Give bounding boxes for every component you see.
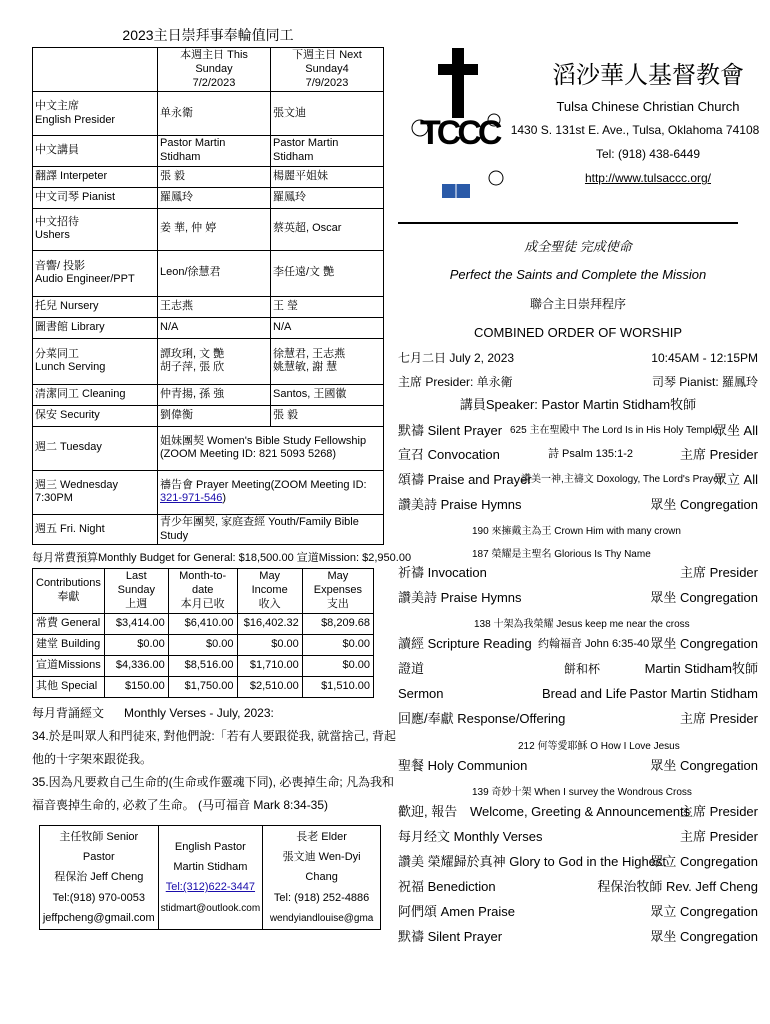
budget-line: 每月常費預算Monthly Budget for General: $18,500.00 宣道Mission: $2,950.00 bbox=[32, 552, 412, 565]
next-sunday: 張 毅 bbox=[271, 405, 384, 426]
header-en: Last Sunday bbox=[117, 570, 155, 596]
item-name: 讀經 Scripture Reading bbox=[398, 636, 532, 651]
next-sunday: 王 瑩 bbox=[271, 296, 384, 317]
item-who: 主席 Presider bbox=[679, 447, 758, 462]
service-time: 10:45AM - 12:15PM bbox=[651, 351, 758, 365]
role: 中文講員 bbox=[33, 136, 158, 167]
wednesday-close: ) bbox=[222, 492, 227, 505]
order-item bbox=[398, 805, 758, 818]
this-sunday: 姜 華, 仲 婷 bbox=[158, 208, 271, 250]
order-item bbox=[398, 687, 758, 700]
header-en: Contributions bbox=[36, 577, 101, 590]
order-title-en: COMBINED ORDER OF WORSHIP bbox=[473, 325, 682, 340]
contact-title: 長老 Elder bbox=[296, 830, 347, 843]
wednesday-label: 週三 Wednesday 7:30PM bbox=[33, 470, 158, 514]
next-sunday: 李任遠/文 艷 bbox=[271, 250, 384, 296]
schedule-row bbox=[33, 405, 384, 426]
header-divider bbox=[398, 222, 738, 224]
tuesday-zoom: (ZOOM Meeting ID: 821 5093 5268) bbox=[160, 448, 337, 461]
contact-tel-link[interactable]: Tel:(312)622-3447 bbox=[165, 881, 256, 894]
friday-text: 青少年團契, 家庭查經 Youth/Family Bible Study bbox=[158, 514, 384, 545]
expenses: $1,510.00 bbox=[302, 676, 373, 697]
schedule-row bbox=[33, 208, 384, 250]
order-item bbox=[398, 662, 758, 675]
item-detail: 讚美一神,主禱文 Doxology, The Lord's Prayer bbox=[521, 474, 723, 485]
role: 音響/ 投影 bbox=[35, 259, 86, 272]
item-who: Pastor Martin Stidham bbox=[629, 686, 758, 701]
role2: Audio Engineer/PPT bbox=[35, 273, 135, 286]
fund-name: 其他 Special bbox=[33, 676, 105, 697]
order-item bbox=[398, 637, 758, 650]
schedule-row bbox=[33, 136, 384, 167]
church-logo bbox=[408, 48, 508, 208]
tuesday-row bbox=[33, 426, 384, 470]
month-to-date: $1,750.00 bbox=[168, 676, 237, 697]
contact-email: jeffpcheng@gmail.com bbox=[42, 911, 155, 924]
item-name: 歡迎, 報告 bbox=[398, 804, 458, 819]
motto-cn: 成全聖徒 完成使命 bbox=[524, 239, 632, 254]
contact-name: 張文迪 Wen-Dyi Chang bbox=[282, 850, 361, 884]
next-sunday-2: 姚慧敏, 謝 慧 bbox=[273, 361, 338, 374]
header-en: May Income bbox=[251, 570, 288, 596]
item-name: 祝福 Benediction bbox=[398, 879, 496, 894]
schedule-row bbox=[33, 296, 384, 317]
contact-name: Martin Stidham bbox=[173, 861, 248, 874]
schedule-title: 2023主日崇拜事奉輪值同工 bbox=[122, 27, 294, 43]
next-sunday: 羅鳳玲 bbox=[271, 187, 384, 208]
item-who: 眾立 All bbox=[713, 472, 758, 487]
wednesday-text: 禱告會 Prayer Meeting(ZOOM Meeting ID: bbox=[160, 478, 367, 491]
col-this-date: 7/2/2023 bbox=[192, 76, 236, 89]
schedule-row bbox=[33, 384, 384, 405]
this-sunday: 劉偉衡 bbox=[158, 405, 271, 426]
order-item bbox=[398, 830, 758, 843]
contacts-row bbox=[40, 825, 381, 930]
item-detail: 餅和杯 bbox=[564, 662, 601, 676]
schedule-row bbox=[33, 187, 384, 208]
item-who: 主席 Presider bbox=[679, 829, 758, 844]
item-detail: 詩 Psalm 135:1-2 bbox=[548, 448, 633, 460]
presider: 主席 Presider: 单永衛 bbox=[398, 375, 513, 389]
month-to-date: $8,516.00 bbox=[168, 655, 237, 676]
contact-email: wendyiandlouise@gma bbox=[269, 912, 374, 924]
friday-label: 週五 Fri. Night bbox=[33, 514, 158, 545]
this-sunday: Pastor Martin Stidham bbox=[158, 136, 271, 167]
contact-email: stidmart@outlook.com bbox=[160, 902, 261, 914]
last-sunday: $4,336.00 bbox=[104, 655, 168, 676]
this-sunday: Leon/徐慧君 bbox=[158, 250, 271, 296]
header-cn: 收入 bbox=[258, 597, 281, 610]
item-name: 證道 bbox=[398, 661, 425, 676]
item-name: 讚美 榮耀歸於真神 Glory to God in the Highest bbox=[398, 854, 667, 869]
order-item bbox=[398, 424, 758, 437]
verses-heading: 每月背誦經文 Monthly Verses - July, 2023: bbox=[32, 705, 274, 720]
col-next-label: 下週主日 Next Sunday4 bbox=[292, 49, 362, 75]
friday-row bbox=[33, 514, 384, 545]
this-sunday: 单永衛 bbox=[158, 92, 271, 136]
item-name: 默禱 Silent Prayer bbox=[398, 423, 503, 438]
wednesday-phone-link[interactable]: 321-971-546 bbox=[160, 492, 223, 505]
next-sunday: Pastor Martin Stidham bbox=[271, 136, 384, 167]
church-tel: Tel: (918) 438-6449 bbox=[595, 147, 701, 161]
header-en: May Expenses bbox=[313, 570, 363, 596]
item-who: 眾坐 Congregation bbox=[650, 636, 758, 651]
finance-row bbox=[33, 655, 374, 676]
speaker: 講員Speaker: Pastor Martin Stidham牧師 bbox=[459, 397, 697, 412]
role: 圖書館 Library bbox=[33, 317, 158, 338]
month-to-date: $6,410.00 bbox=[168, 613, 237, 634]
hymn-190: 190 來擁戴主為王 Crown Him with many crown bbox=[472, 526, 681, 537]
schedule-row bbox=[33, 166, 384, 187]
next-sunday: 楊麗平姐妹 bbox=[271, 166, 384, 187]
col-this-label: 本週主日 This Sunday bbox=[180, 49, 248, 75]
presider-row bbox=[398, 376, 758, 388]
logo-letters: TCCC bbox=[420, 114, 499, 152]
item-name: Sermon bbox=[398, 686, 444, 701]
schedule-row bbox=[33, 317, 384, 338]
item-detail: 625 主在聖殿中 The Lord Is in His Holy Temple bbox=[510, 425, 719, 436]
item-who: 眾坐 Congregation bbox=[650, 590, 758, 605]
header-cn: 支出 bbox=[326, 597, 349, 610]
next-sunday: N/A bbox=[271, 317, 384, 338]
role2: English Presider bbox=[35, 113, 116, 126]
fund-name: 宣道Missions bbox=[33, 655, 105, 676]
schedule-header bbox=[33, 48, 384, 92]
contact-elder bbox=[263, 825, 381, 930]
last-sunday: $150.00 bbox=[104, 676, 168, 697]
income: $0.00 bbox=[237, 634, 302, 655]
expenses: $0.00 bbox=[302, 655, 373, 676]
contacts-table bbox=[39, 825, 381, 931]
order-item bbox=[398, 880, 758, 893]
role2: Lunch Serving bbox=[35, 361, 106, 374]
role: 分菜同工 bbox=[35, 347, 79, 360]
role: 翻譯 Interpeter bbox=[33, 166, 158, 187]
wednesday-row bbox=[33, 470, 384, 514]
hymn-187: 187 榮耀是主聖名 Glorious Is Thy Name bbox=[472, 549, 651, 560]
expenses: $0.00 bbox=[302, 634, 373, 655]
role: 中文招待 bbox=[35, 215, 79, 228]
contact-tel: Tel:(918) 970-0053 bbox=[52, 891, 145, 904]
role: 托兒 Nursery bbox=[33, 296, 158, 317]
service-date-row bbox=[398, 352, 758, 364]
order-item bbox=[398, 905, 758, 918]
contact-name: 程保治 Jeff Cheng bbox=[54, 871, 144, 884]
role: 中文司琴 Pianist bbox=[33, 187, 158, 208]
item-name: 祈禱 Invocation bbox=[398, 565, 487, 580]
church-name-cn: 滔沙華人基督教會 bbox=[552, 62, 744, 89]
finance-table bbox=[32, 568, 374, 697]
monthly-verses bbox=[32, 702, 397, 817]
schedule-row bbox=[33, 92, 384, 136]
tuesday-label: 週二 Tuesday bbox=[33, 426, 158, 470]
verse-35-line2: 福音喪掉生命的, 必救了生命。 (马可福音 Mark 8:34-35) bbox=[32, 797, 329, 812]
item-name: 默禱 Silent Prayer bbox=[398, 929, 503, 944]
item-who: 眾坐 Congregation bbox=[650, 758, 758, 773]
item-who: 主席 Presider bbox=[679, 804, 758, 819]
next-sunday: 張文迪 bbox=[271, 92, 384, 136]
role: 保安 Security bbox=[33, 405, 158, 426]
item-who: 眾立 Congregation bbox=[650, 904, 758, 919]
church-address: 1430 S. 131st E. Ave., Tulsa, Oklahoma 74108 bbox=[510, 123, 760, 137]
hymn-139: 139 奇妙十架 When I survey the Wondrous Cross bbox=[472, 787, 692, 798]
order-item bbox=[398, 566, 758, 579]
header-cn: 上週 bbox=[125, 597, 148, 610]
hymn-212: 212 何等愛耶穌 O How I Love Jesus bbox=[518, 741, 680, 752]
this-sunday: 譚玫琍, 文 艷 bbox=[160, 347, 225, 360]
this-sunday: 王志燕 bbox=[158, 296, 271, 317]
contact-senior-pastor bbox=[40, 825, 159, 930]
schedule-table bbox=[32, 47, 384, 545]
last-sunday: $0.00 bbox=[104, 634, 168, 655]
item-name: 頌禱 Praise and Prayer bbox=[398, 472, 532, 487]
income: $16,402.32 bbox=[237, 613, 302, 634]
this-sunday: 羅鳳玲 bbox=[158, 187, 271, 208]
last-sunday: $3,414.00 bbox=[104, 613, 168, 634]
col-next-date: 7/9/2023 bbox=[305, 76, 349, 89]
church-url-link[interactable]: http://www.tulsaccc.org/ bbox=[584, 171, 712, 185]
next-sunday: 徐慧君, 王志燕 bbox=[273, 347, 346, 360]
schedule-row bbox=[33, 338, 384, 384]
item-detail: Bread and Life bbox=[542, 686, 627, 701]
fund-name: 建堂 Building bbox=[33, 634, 105, 655]
finance-header bbox=[33, 569, 374, 613]
verse-34-line1: 34.於是叫眾人和門徒來, 對他們說:「若有人要跟從我, 就當捨己, 背起 bbox=[32, 728, 397, 743]
church-name-en: Tulsa Chinese Christian Church bbox=[556, 99, 740, 114]
this-sunday: 張 毅 bbox=[158, 166, 271, 187]
order-item bbox=[398, 930, 758, 943]
item-who: 程保治牧師 Rev. Jeff Cheng bbox=[597, 879, 758, 894]
verse-35-line1: 35.因為凡要救自己生命的(生命或作靈魂下同), 必喪掉生命; 凡為我和 bbox=[32, 774, 395, 789]
hymn-138: 138 十架為我榮耀 Jesus keep me near the cross bbox=[474, 619, 690, 630]
item-name: 讚美詩 Praise Hymns bbox=[398, 497, 522, 512]
item-detail: Welcome, Greeting & Announcements bbox=[470, 804, 691, 819]
item-who: 主席 Presider bbox=[679, 565, 758, 580]
contact-title: English Pastor bbox=[174, 840, 246, 853]
header-cn: 奉獻 bbox=[57, 590, 80, 603]
item-who: 主席 Presider bbox=[679, 711, 758, 726]
item-name: 每月经文 Monthly Verses bbox=[398, 829, 543, 844]
verse-34-line2: 他的十字架來跟從我。 bbox=[32, 751, 153, 766]
tuesday-text: 姐妹團契 Women's Bible Study Fellowship bbox=[160, 434, 367, 447]
motto-en: Perfect the Saints and Complete the Mission bbox=[449, 267, 707, 282]
item-name: 阿們頌 Amen Praise bbox=[398, 904, 516, 919]
item-name: 宣召 Convocation bbox=[398, 447, 500, 462]
role: 清潔同工 Cleaning bbox=[33, 384, 158, 405]
item-detail: 约翰福音 John 6:35-40 bbox=[538, 638, 650, 650]
this-sunday: 仲青揚, 孫 強 bbox=[158, 384, 271, 405]
order-item bbox=[398, 473, 758, 486]
month-to-date: $0.00 bbox=[168, 634, 237, 655]
schedule-row bbox=[33, 250, 384, 296]
this-sunday-2: 胡子萍, 張 欣 bbox=[160, 361, 225, 374]
contact-english-pastor bbox=[158, 825, 263, 930]
item-who: Martin Stidham牧師 bbox=[644, 661, 758, 676]
item-name: 聖餐 Holy Communion bbox=[398, 758, 528, 773]
order-item bbox=[398, 759, 758, 772]
item-name: 回應/奉獻 Response/Offering bbox=[398, 711, 566, 726]
item-who: 眾坐 All bbox=[713, 423, 758, 438]
next-sunday: 蔡英超, Oscar bbox=[271, 208, 384, 250]
order-item bbox=[398, 712, 758, 725]
contact-tel: Tel: (918) 252-4886 bbox=[273, 891, 370, 904]
income: $2,510.00 bbox=[237, 676, 302, 697]
pianist: 司琴 Pianist: 羅鳳玲 bbox=[651, 375, 758, 389]
speaker-row bbox=[398, 398, 758, 411]
finance-row bbox=[33, 634, 374, 655]
next-sunday: Santos, 王國徽 bbox=[271, 384, 384, 405]
role2: Ushers bbox=[35, 229, 70, 242]
contact-title: 主任牧師 Senior Pastor bbox=[59, 830, 139, 863]
order-item bbox=[398, 448, 758, 461]
role: 中文主席 bbox=[35, 100, 79, 112]
header-cn: 本月已收 bbox=[180, 597, 225, 610]
finance-row bbox=[33, 676, 374, 697]
item-who: 眾坐 Congregation bbox=[650, 497, 758, 512]
this-sunday: N/A bbox=[158, 317, 271, 338]
item-name: 讚美詩 Praise Hymns bbox=[398, 590, 522, 605]
service-date: 七月二日 July 2, 2023 bbox=[398, 351, 515, 365]
fund-name: 常費 General bbox=[33, 613, 105, 634]
order-item bbox=[398, 498, 758, 511]
income: $1,710.00 bbox=[237, 655, 302, 676]
item-who: 眾坐 Congregation bbox=[650, 929, 758, 944]
order-item bbox=[398, 855, 758, 868]
order-item bbox=[398, 591, 758, 604]
order-title-cn: 聯合主日崇拜程序 bbox=[529, 297, 626, 311]
finance-row bbox=[33, 613, 374, 634]
expenses: $8,209.68 bbox=[302, 613, 373, 634]
item-who: 眾立 Congregation bbox=[650, 854, 758, 869]
header-en: Month-to-date bbox=[179, 570, 227, 596]
